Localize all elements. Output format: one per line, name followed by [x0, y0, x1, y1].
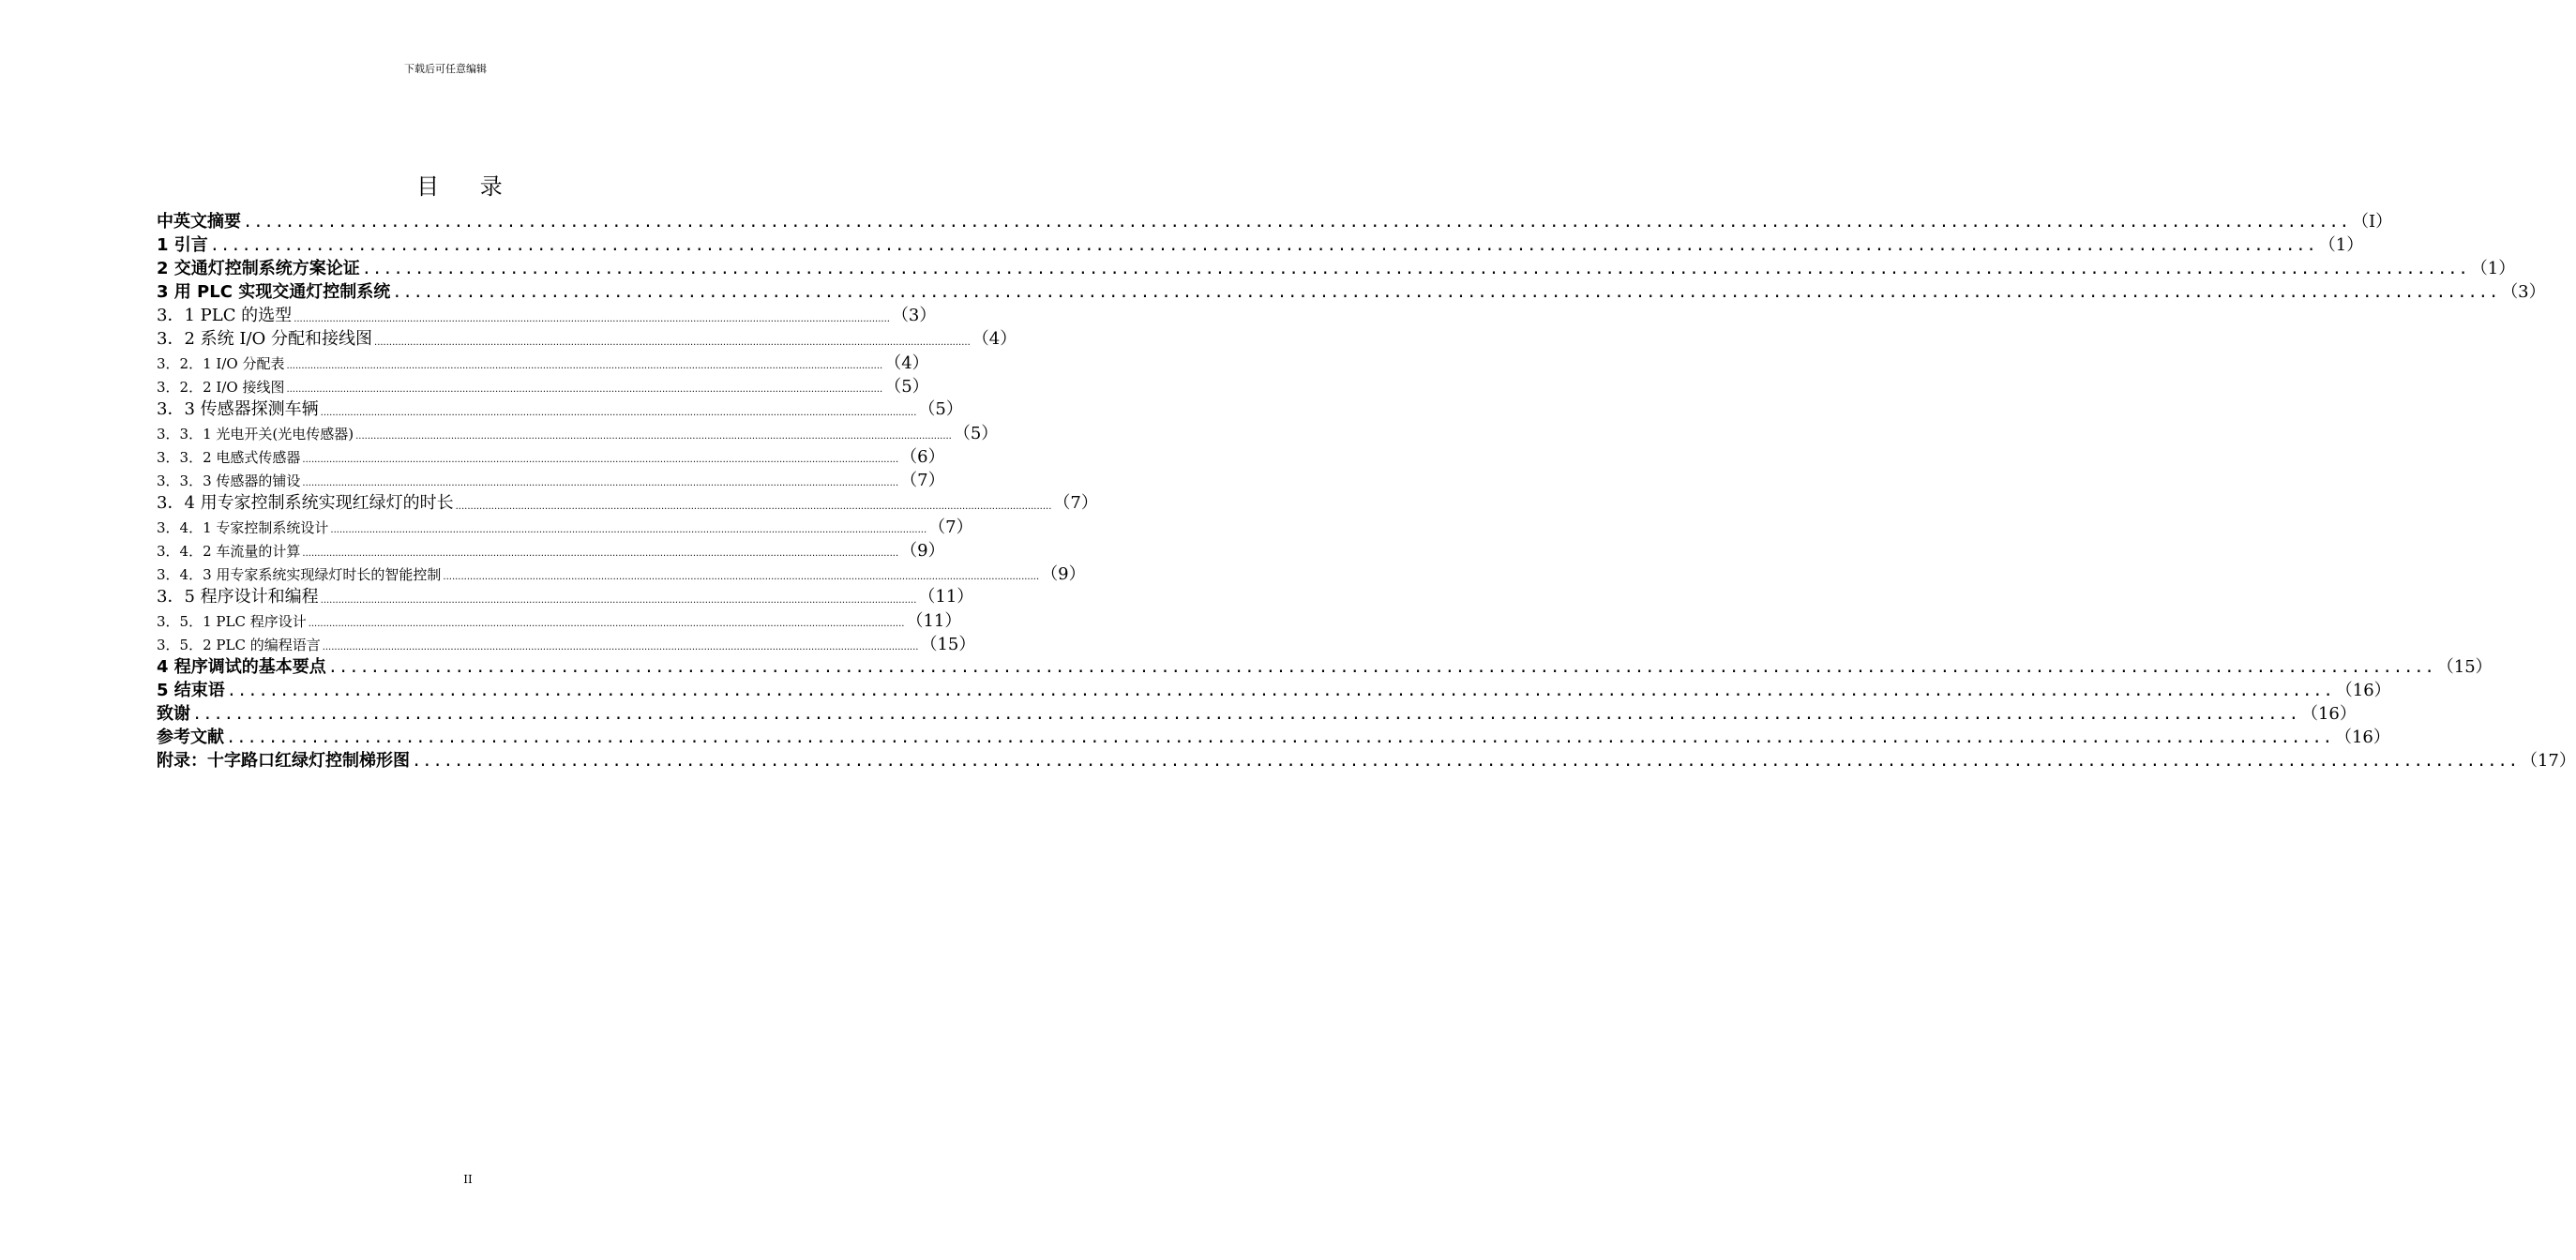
- toc-entry-title: 3．2．1 I/O 分配表: [157, 355, 285, 372]
- toc-entry[interactable]: [157, 279, 2546, 303]
- toc-entry-title: 3．5．1 PLC 程序设计: [157, 613, 307, 630]
- toc-entry-page: （I）: [2351, 212, 2393, 232]
- toc-entry[interactable]: [157, 397, 963, 420]
- toc-entry-title: 3．2．2 I/O 接线图: [157, 379, 285, 396]
- toc-entry-title: 3．3．3 传感器的铺设: [157, 472, 301, 489]
- toc-entry-page: （1）: [2470, 259, 2516, 278]
- toc-leader-dots: ........................................................................................................................................................................................................: [330, 525, 927, 535]
- toc-entry-page: （16）: [2334, 728, 2390, 747]
- toc-entry[interactable]: [157, 490, 1098, 514]
- toc-entry-title: 3 用 PLC 实现交通灯控制系统: [157, 282, 391, 302]
- toc-entry[interactable]: [157, 537, 945, 561]
- toc-leader-dots: ........................................................................................................................................................................................................: [302, 455, 899, 465]
- toc-entry-page: （6）: [900, 447, 945, 467]
- toc-leader-dots: ........................................................................................................................................................................................................: [443, 572, 1040, 582]
- toc-entry-title: 附录：十字路口红绿灯控制梯形图: [157, 751, 410, 771]
- toc-entry-page: （3）: [2501, 282, 2546, 302]
- toc-leader-dots: ........................................................................................................................................................................................................: [320, 408, 917, 418]
- toc-entry[interactable]: [157, 420, 999, 443]
- toc-entry[interactable]: [157, 350, 929, 373]
- toc-entry[interactable]: [157, 725, 2390, 748]
- toc-entry-page: （16）: [2300, 704, 2357, 724]
- toc-leader-dots: ........................................................................................................................................................................................................: [355, 431, 952, 442]
- toc-leader-dots: ........................................................................................................................................................................................................: [226, 728, 2333, 747]
- toc-entry[interactable]: [157, 631, 976, 654]
- toc-leader-dots: ........................................................................................................................................................................................................: [374, 338, 971, 348]
- header-note: 下载后可任意编辑: [404, 63, 487, 75]
- toc-entry[interactable]: [157, 701, 2357, 725]
- toc-entry-page: （7）: [1053, 493, 1098, 513]
- toc-entry-title: 4 程序调试的基本要点: [157, 657, 326, 677]
- toc-entry-title: 5 结束语: [157, 681, 225, 700]
- toc-leader-dots: ........................................................................................................................................................................................................: [308, 619, 905, 629]
- toc-entry-page: （4）: [884, 353, 929, 373]
- toc-leader-dots: ........................................................................................................................................................................................................: [327, 658, 2435, 677]
- toc-entry-title: 中英文摘要: [157, 212, 241, 232]
- toc-entry-title: 3．3．2 电感式传感器: [157, 449, 301, 466]
- toc-entry-page: （9）: [1041, 564, 1086, 584]
- toc-entry-page: （7）: [928, 518, 973, 537]
- toc-entry[interactable]: [157, 373, 929, 397]
- toc-leader-dots: ........................................................................................................................................................................................................: [209, 236, 2317, 255]
- toc-entry[interactable]: [157, 467, 945, 490]
- toc-entry-title: 3．1 PLC 的选型: [157, 306, 293, 325]
- toc-leader-dots: ........................................................................................................................................................................................................: [226, 682, 2334, 700]
- toc-entry-page: （5）: [918, 399, 963, 419]
- toc-entry-title: 2 交通灯控制系统方案论证: [157, 259, 360, 278]
- page-title: 目 录: [416, 173, 520, 200]
- toc-entry[interactable]: [157, 678, 2391, 701]
- toc-entry[interactable]: [157, 654, 2493, 678]
- toc-entry-title: 3．4 用专家控制系统实现红绿灯的时长: [157, 493, 454, 513]
- toc-leader-dots: ........................................................................................................................................................................................................: [294, 314, 890, 324]
- toc-entry-page: （11）: [918, 587, 974, 607]
- toc-entry-title: 3．4．1 专家控制系统设计: [157, 519, 329, 536]
- toc-entry-page: （5）: [884, 377, 929, 397]
- toc-entry-page: （4）: [972, 329, 1017, 349]
- toc-leader-dots: ........................................................................................................................................................................................................: [302, 548, 899, 559]
- toc-entry-title: 3．5 程序设计和编程: [157, 587, 319, 607]
- toc-entry-title: 3．4．2 车流量的计算: [157, 543, 301, 560]
- toc-leader-dots: ........................................................................................................................................................................................................: [320, 595, 917, 606]
- table-of-contents: [157, 209, 2576, 772]
- toc-entry[interactable]: [157, 209, 2393, 232]
- toc-leader-dots: ........................................................................................................................................................................................................: [302, 478, 899, 488]
- toc-entry-page: （3）: [891, 306, 937, 325]
- toc-entry[interactable]: [157, 608, 962, 631]
- page-number: II: [463, 1173, 473, 1186]
- toc-entry-page: （16）: [2335, 681, 2391, 700]
- toc-entry[interactable]: [157, 584, 974, 608]
- toc-entry-page: （5）: [953, 424, 999, 443]
- toc-entry[interactable]: [157, 561, 1086, 584]
- toc-entry-page: （1）: [2318, 235, 2364, 255]
- toc-entry-title: 3．3 传感器探测车辆: [157, 399, 319, 419]
- toc-leader-dots: ........................................................................................................................................................................................................: [322, 642, 919, 652]
- toc-entry-page: （9）: [900, 541, 945, 561]
- toc-leader-dots: ........................................................................................................................................................................................................: [243, 213, 2350, 232]
- toc-leader-dots: ........................................................................................................................................................................................................: [361, 260, 2469, 278]
- toc-leader-dots: ........................................................................................................................................................................................................: [286, 361, 883, 371]
- toc-leader-dots: ........................................................................................................................................................................................................: [412, 752, 2519, 771]
- toc-entry-page: （7）: [900, 471, 945, 490]
- toc-leader-dots: ........................................................................................................................................................................................................: [392, 283, 2500, 302]
- toc-leader-dots: ........................................................................................................................................................................................................: [455, 502, 1052, 512]
- toc-entry-page: （17）: [2520, 751, 2576, 771]
- toc-entry-title: 3．5．2 PLC 的编程语言: [157, 637, 321, 653]
- toc-entry-title: 3．2 系统 I/O 分配和接线图: [157, 329, 373, 349]
- toc-entry-page: （15）: [2436, 657, 2493, 677]
- toc-entry-title: 3．3．1 光电开关(光电传感器): [157, 426, 354, 442]
- toc-leader-dots: ........................................................................................................................................................................................................: [286, 384, 883, 395]
- toc-entry[interactable]: [157, 256, 2516, 279]
- toc-leader-dots: ........................................................................................................................................................................................................: [192, 705, 2299, 724]
- toc-entry-title: 参考文献: [157, 728, 224, 747]
- toc-entry-title: 致谢: [157, 704, 190, 724]
- toc-entry[interactable]: [157, 232, 2364, 256]
- toc-entry[interactable]: [157, 326, 1017, 350]
- toc-entry-title: 3．4．3 用专家系统实现绿灯时长的智能控制: [157, 566, 442, 583]
- toc-entry[interactable]: [157, 443, 945, 467]
- toc-entry[interactable]: [157, 303, 937, 326]
- toc-entry-title: 1 引言: [157, 235, 208, 255]
- toc-entry[interactable]: [157, 748, 2576, 772]
- toc-entry-page: （11）: [906, 611, 962, 631]
- toc-entry-page: （15）: [920, 635, 976, 654]
- toc-entry[interactable]: [157, 514, 973, 537]
